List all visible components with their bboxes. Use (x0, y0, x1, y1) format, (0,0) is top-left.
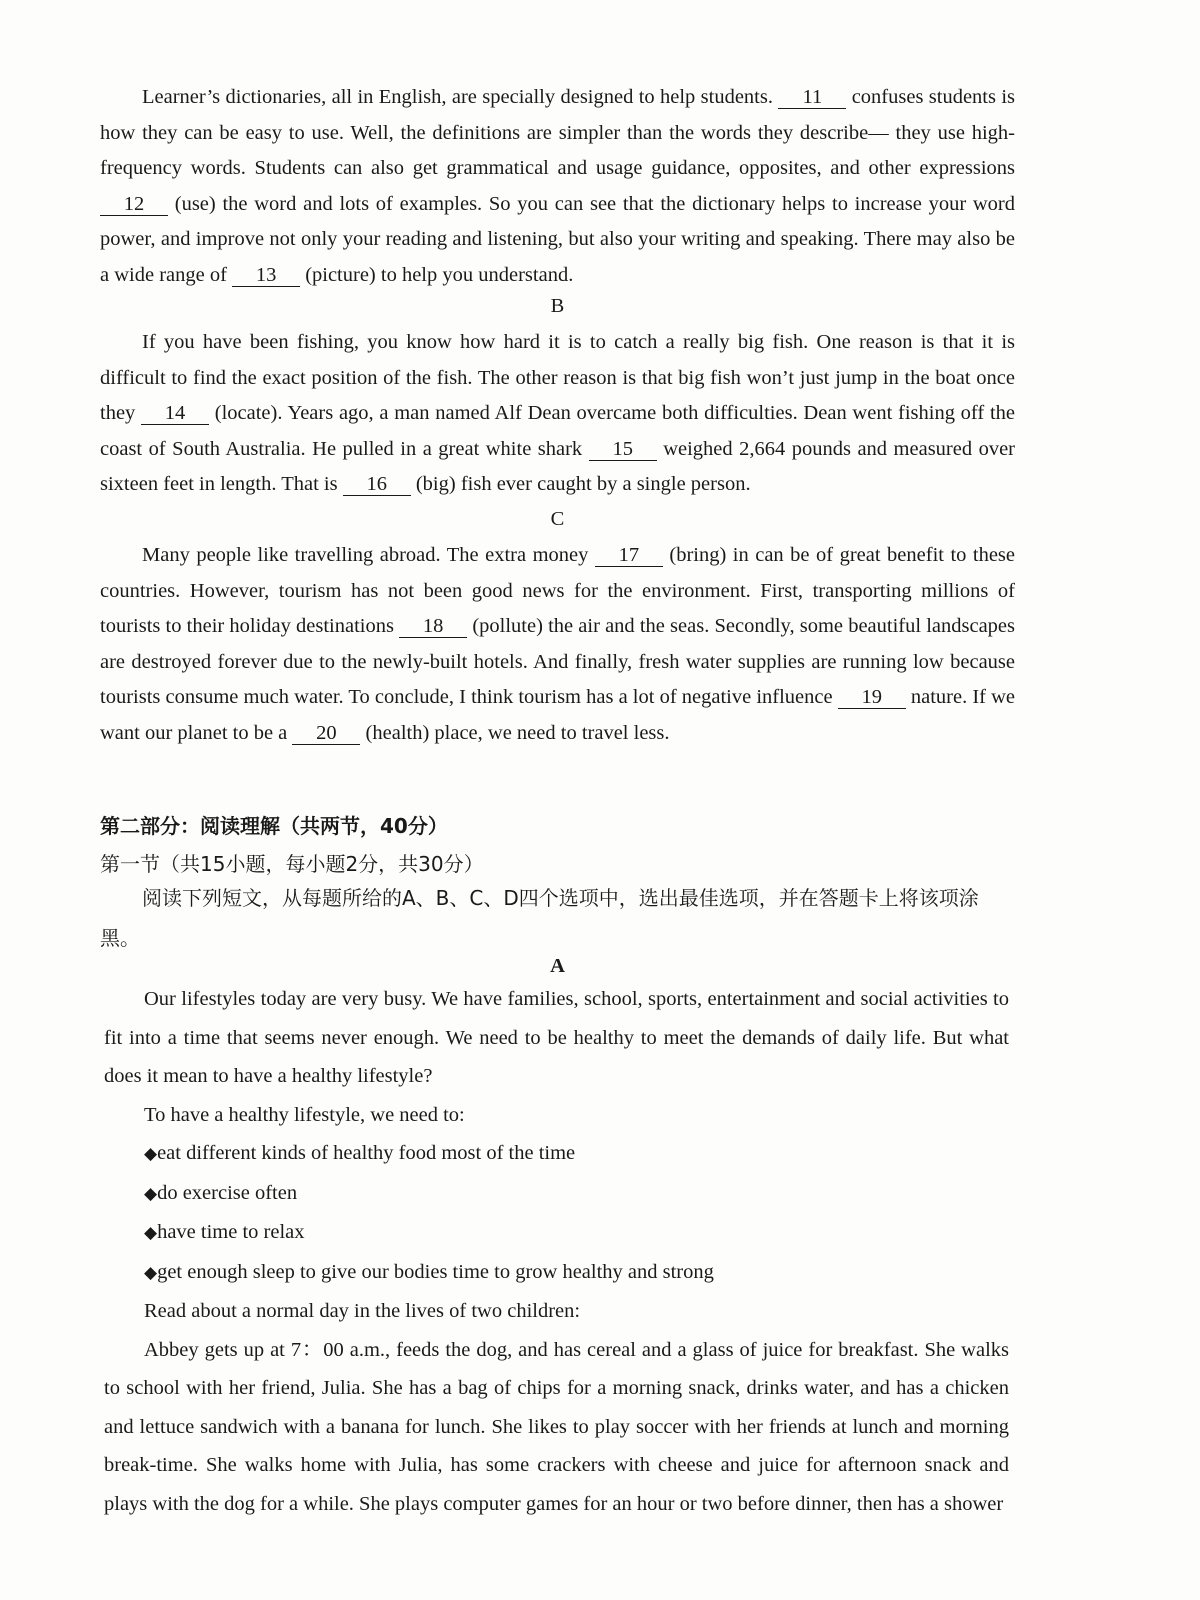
diamond-bullet-icon: ◆ (144, 1223, 158, 1243)
healthy-list (104, 1134, 1009, 1292)
blank-12: 12 (100, 193, 168, 216)
text-segment: (health) place, we need to travel less. (365, 721, 670, 744)
text-segment: confuses students is how they can be easy to use. Well, the definitions are simpler than the words they describe— they use high-frequency words. Students can also get grammatical and usage guidance, opposites, and other expressions (100, 86, 1016, 180)
blank-17: 17 (595, 544, 663, 567)
text-segment: Learner’s dictionaries, all in English, are specially designed to help students. (142, 86, 773, 108)
dictionary-paragraph (100, 80, 1015, 294)
text-segment: nature. If we want our planet to be a (100, 686, 1016, 744)
blank-15: 15 (589, 438, 657, 461)
text-segment: (use) the word and lots of examples. So you can see that the dictionary helps to increase your word power, and improve not only your reading and listening, but also your writing and speaking. There may also be a wide range of (100, 192, 1016, 286)
abbey-paragraph: Abbey gets up at 7：00 a.m., feeds the dog, and has cereal and a glass of juice for breakfast. She walks to school with her friend, Julia. She has a bag of chips for a morning snack, drinks water, and has a chicken and lettuce sandwich with a banana for lunch. She likes to play soccer with her friends at lunch and morning break-time. She walks home with Julia, has some crackers with cheese and juice for afternoon snack and plays with the dog for a while. She plays computer games for an hour or two before dinner, then has a shower (104, 1338, 1009, 1515)
blank-13: 13 (232, 264, 300, 287)
blank-11: 11 (778, 86, 846, 109)
text-segment: Many people like travelling abroad. The extra money (142, 544, 589, 566)
passage-label-a: A (550, 955, 565, 977)
blank-20: 20 (292, 722, 360, 745)
passage-lead: To have a healthy lifestyle, we need to: (144, 1103, 465, 1126)
part2-title: 第二部分：阅读理解（共两节，40分） (100, 814, 448, 838)
diamond-bullet-icon: ◆ (144, 1183, 158, 1204)
blank-19: 19 (838, 686, 906, 709)
passage-intro: Our lifestyles today are very busy. We have families, school, sports, entertainment and social activities to fit into a time that seems never enough. We need to be healthy to meet the demands of daily life. But what does it mean to have a healthy lifestyle? (104, 988, 1009, 1087)
section-label-b: B (550, 295, 565, 317)
text-segment: weighed 2,664 pounds and measured over sixteen feet in length. That is (100, 437, 1016, 496)
list-item (144, 1134, 1009, 1174)
tourism-paragraph (100, 538, 1015, 752)
section-label-c: C (550, 508, 565, 530)
passage-a (104, 980, 1009, 1523)
list-item-text: get enough sleep to give our bodies time to grow healthy and strong (157, 1260, 714, 1283)
fishing-paragraph (100, 325, 1015, 503)
list-item (144, 1174, 1009, 1214)
blank-16: 16 (343, 473, 411, 496)
list-item-text: eat different kinds of healthy food most of the time (157, 1142, 576, 1164)
list-item (144, 1213, 1009, 1253)
list-item (144, 1253, 1009, 1293)
instructions: 阅读下列短文，从每题所给的A、B、C、D四个选项中，选出最佳选项，并在答题卡上将该项涂黑。 (100, 886, 979, 950)
list-item-text: do exercise often (157, 1181, 298, 1204)
diamond-bullet-icon: ◆ (144, 1144, 158, 1164)
text-segment: (bring) in can be of great benefit to these countries. However, tourism has not been good news for the environment. First, transporting millions of tourists to their holiday destinations (100, 544, 1016, 638)
text-segment: (picture) to help you understand. (305, 263, 574, 286)
diamond-bullet-icon: ◆ (144, 1262, 158, 1283)
text-segment: If you have been fishing, you know how hard it is to catch a really big fish. One reason is that it is difficult to find the exact position of the fish. The other reason is that big fish won’t just jump in the boat once they (100, 331, 1015, 425)
blank-18: 18 (399, 615, 467, 638)
list-item-text: have time to relax (157, 1221, 305, 1243)
text-segment: (big) fish ever caught by a single person. (415, 473, 751, 496)
section1-title: 第一节（共15小题，每小题2分，共30分） (100, 852, 484, 876)
read-line: Read about a normal day in the lives of two children: (144, 1300, 581, 1322)
text-segment: (pollute) the air and the seas. Secondly, some beautiful landscapes are destroyed forever due to the newly-built hotels. And finally, fresh water supplies are running low because tourists consume much water. To conclude, I think tourism has a lot of negative influence (100, 615, 1016, 709)
text-segment: (locate). Years ago, a man named Alf Dean overcame both difficulties. Dean went fishing off the coast of South Australia. He pulled in a great white shark (100, 402, 1015, 460)
blank-14: 14 (141, 402, 209, 425)
